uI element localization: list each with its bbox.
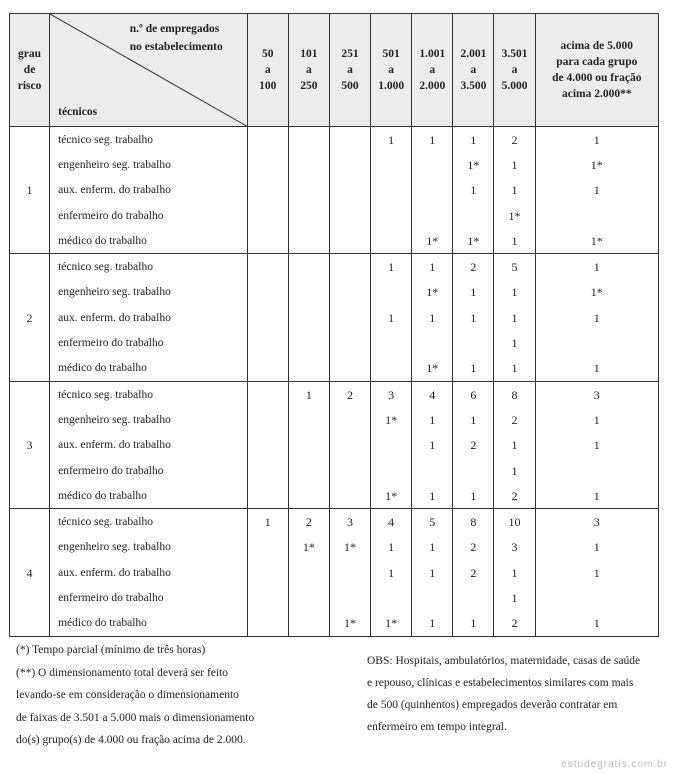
value-cell: 1 <box>412 407 453 432</box>
value-cell: 1* <box>329 611 370 637</box>
value-cell: 1 <box>535 254 658 280</box>
value-cell: 1 <box>453 611 494 637</box>
technician-label: enfermeiro do trabalho <box>50 585 248 610</box>
risk-grade-cell: 3 <box>10 381 50 508</box>
value-cell: 1 <box>494 330 535 355</box>
technician-label: enfermeiro do trabalho <box>50 330 248 355</box>
value-cell: 1 <box>412 127 453 153</box>
value-cell: 1 <box>453 305 494 330</box>
value-cell <box>288 203 329 228</box>
value-cell <box>247 535 288 560</box>
table-row <box>10 560 659 585</box>
value-cell: 1 <box>494 280 535 305</box>
table-row <box>10 407 659 432</box>
risk-grade-cell: 1 <box>10 127 50 254</box>
value-cell <box>453 203 494 228</box>
value-cell: 1 <box>453 483 494 509</box>
table-row <box>10 152 659 177</box>
value-cell: 1 <box>412 560 453 585</box>
value-cell <box>288 560 329 585</box>
technician-label: aux. enferm. do trabalho <box>50 178 248 203</box>
table-row <box>10 483 659 509</box>
value-cell: 1 <box>494 356 535 382</box>
value-cell <box>412 152 453 177</box>
technician-label: médico do trabalho <box>50 228 248 254</box>
value-cell <box>535 458 658 483</box>
col-header-3501-5000: 3.501 a 5.000 <box>494 14 535 127</box>
value-cell <box>371 458 412 483</box>
value-cell: 1 <box>453 407 494 432</box>
value-cell: 1 <box>535 407 658 432</box>
obs-line: de 500 (quinhentos) empregados deverão contratar em <box>367 699 618 711</box>
value-cell <box>329 228 370 254</box>
technician-label: médico do trabalho <box>50 483 248 509</box>
table-body <box>10 127 659 637</box>
value-cell <box>247 127 288 153</box>
value-cell: 1* <box>371 483 412 509</box>
watermark: estudegratis.com.br <box>561 759 668 770</box>
table-row <box>10 330 659 355</box>
footnotes <box>16 639 346 752</box>
value-cell: 1 <box>535 483 658 509</box>
value-cell: 2 <box>494 483 535 509</box>
obs-line: enfermeiro em tempo integral. <box>367 721 507 733</box>
value-cell <box>535 203 658 228</box>
value-cell: 4 <box>412 381 453 407</box>
value-cell: 1 <box>453 178 494 203</box>
value-cell: 3 <box>371 381 412 407</box>
table-row <box>10 127 659 153</box>
technician-label: engenheiro seg. trabalho <box>50 152 248 177</box>
col-header-50-100: 50 a 100 <box>247 14 288 127</box>
value-cell <box>371 152 412 177</box>
value-cell: 1* <box>288 535 329 560</box>
col-header-251-500: 251 a 500 <box>329 14 370 127</box>
footnote-line: do(s) grupo(s) de 4.000 ou fração acima de 2.000. <box>16 734 246 746</box>
value-cell: 1 <box>453 356 494 382</box>
value-cell: 1 <box>535 433 658 458</box>
value-cell: 3 <box>329 509 370 535</box>
value-cell <box>329 127 370 153</box>
value-cell: 1 <box>494 152 535 177</box>
value-cell: 3 <box>535 509 658 535</box>
value-cell: 1* <box>453 228 494 254</box>
technician-label: engenheiro seg. trabalho <box>50 407 248 432</box>
technician-label: técnico seg. trabalho <box>50 509 248 535</box>
value-cell: 1 <box>412 305 453 330</box>
value-cell <box>453 585 494 610</box>
value-cell <box>288 152 329 177</box>
value-cell: 1 <box>494 228 535 254</box>
value-cell <box>453 330 494 355</box>
risk-grade-cell: 2 <box>10 254 50 381</box>
diagonal-header <box>50 14 248 127</box>
value-cell: 1* <box>535 280 658 305</box>
table-row <box>10 254 659 280</box>
value-cell <box>371 585 412 610</box>
technician-label: engenheiro seg. trabalho <box>50 535 248 560</box>
value-cell: 1* <box>535 152 658 177</box>
staffing-table-container <box>9 13 659 637</box>
value-cell: 8 <box>494 381 535 407</box>
value-cell <box>329 560 370 585</box>
technician-label: engenheiro seg. trabalho <box>50 280 248 305</box>
value-cell: 1* <box>412 280 453 305</box>
table-row <box>10 433 659 458</box>
value-cell <box>247 560 288 585</box>
value-cell: 1 <box>535 560 658 585</box>
value-cell <box>247 203 288 228</box>
value-cell: 8 <box>453 509 494 535</box>
value-cell <box>329 330 370 355</box>
value-cell: 6 <box>453 381 494 407</box>
value-cell <box>288 178 329 203</box>
value-cell <box>247 280 288 305</box>
value-cell <box>329 254 370 280</box>
value-cell: 1 <box>247 509 288 535</box>
table-row <box>10 203 659 228</box>
col-header-501-1000: 501 a 1.000 <box>371 14 412 127</box>
value-cell <box>247 356 288 382</box>
value-cell: 1 <box>412 433 453 458</box>
value-cell: 1* <box>371 407 412 432</box>
value-cell: 2 <box>329 381 370 407</box>
col-header-101-250: 101 a 250 <box>288 14 329 127</box>
value-cell <box>371 280 412 305</box>
value-cell: 1* <box>412 356 453 382</box>
value-cell <box>288 433 329 458</box>
value-cell: 2 <box>453 433 494 458</box>
value-cell <box>535 585 658 610</box>
value-cell <box>288 280 329 305</box>
value-cell: 1 <box>535 535 658 560</box>
table-row <box>10 535 659 560</box>
table-row <box>10 228 659 254</box>
technician-label: médico do trabalho <box>50 611 248 637</box>
table-row <box>10 611 659 637</box>
value-cell <box>288 330 329 355</box>
technician-label: técnico seg. trabalho <box>50 254 248 280</box>
value-cell: 1 <box>494 458 535 483</box>
value-cell: 1 <box>494 433 535 458</box>
value-cell <box>288 483 329 509</box>
technician-label: aux. enferm. do trabalho <box>50 305 248 330</box>
value-cell <box>288 127 329 153</box>
value-cell: 1* <box>535 228 658 254</box>
value-cell <box>247 381 288 407</box>
value-cell <box>247 458 288 483</box>
value-cell: 1 <box>494 585 535 610</box>
value-cell: 1 <box>494 560 535 585</box>
value-cell <box>453 458 494 483</box>
value-cell <box>412 330 453 355</box>
footnote-line: levando-se em consideração o dimensionamento <box>16 689 239 701</box>
value-cell <box>329 407 370 432</box>
value-cell <box>247 585 288 610</box>
value-cell <box>371 228 412 254</box>
value-cell <box>329 280 370 305</box>
value-cell <box>288 611 329 637</box>
value-cell: 1 <box>453 280 494 305</box>
technician-label: aux. enferm. do trabalho <box>50 560 248 585</box>
technician-label: enfermeiro do trabalho <box>50 203 248 228</box>
value-cell <box>329 152 370 177</box>
value-cell: 2 <box>494 611 535 637</box>
value-cell <box>329 203 370 228</box>
table-row <box>10 458 659 483</box>
value-cell <box>288 254 329 280</box>
value-cell: 4 <box>371 509 412 535</box>
value-cell <box>412 178 453 203</box>
value-cell: 1 <box>535 178 658 203</box>
footnote-line: de faixas de 3.501 a 5.000 mais o dimensionamento <box>16 711 255 724</box>
footnote-line: (*) Tempo parcial (mínimo de três horas) <box>16 644 206 656</box>
value-cell <box>412 585 453 610</box>
value-cell: 1 <box>535 356 658 382</box>
value-cell: 1 <box>371 560 412 585</box>
table-row <box>10 305 659 330</box>
value-cell: 1 <box>494 178 535 203</box>
value-cell: 2 <box>453 254 494 280</box>
col-header-above-5000: acima de 5.000 para cada grupo de 4.000 ou fração acima 2.000** <box>535 14 658 127</box>
value-cell: 10 <box>494 509 535 535</box>
value-cell <box>247 330 288 355</box>
value-cell <box>329 305 370 330</box>
col-header-1001-2000: 1.001 a 2.000 <box>412 14 453 127</box>
value-cell: 1 <box>535 611 658 637</box>
value-cell <box>288 228 329 254</box>
value-cell <box>371 433 412 458</box>
obs-line: e repouso, clínicas e estabelecimentos similares com mais <box>367 677 634 689</box>
value-cell <box>247 407 288 432</box>
value-cell <box>371 356 412 382</box>
value-cell <box>371 330 412 355</box>
value-cell <box>329 483 370 509</box>
value-cell: 3 <box>535 381 658 407</box>
value-cell <box>288 585 329 610</box>
value-cell <box>329 178 370 203</box>
table-row <box>10 509 659 535</box>
value-cell <box>247 611 288 637</box>
value-cell: 2 <box>453 560 494 585</box>
value-cell: 1 <box>412 483 453 509</box>
table-row <box>10 356 659 382</box>
grau-header: grau de risco <box>10 14 50 127</box>
col-header-2001-3500: 2.001 a 3.500 <box>453 14 494 127</box>
technician-label: médico do trabalho <box>50 356 248 382</box>
value-cell: 1* <box>329 535 370 560</box>
value-cell: 5 <box>412 509 453 535</box>
value-cell: 5 <box>494 254 535 280</box>
value-cell <box>247 228 288 254</box>
value-cell <box>329 433 370 458</box>
value-cell <box>288 407 329 432</box>
employee-count-label: n.º de empregados no estabelecimento <box>129 23 223 53</box>
value-cell <box>247 483 288 509</box>
value-cell: 1 <box>371 127 412 153</box>
value-cell <box>329 458 370 483</box>
staffing-table <box>9 13 659 637</box>
value-cell <box>371 178 412 203</box>
value-cell: 2 <box>494 407 535 432</box>
value-cell <box>535 330 658 355</box>
value-cell <box>288 305 329 330</box>
footnote-line: (**) O dimensionamento total deverá ser feito <box>16 666 229 679</box>
value-cell <box>288 356 329 382</box>
value-cell <box>247 254 288 280</box>
technician-label: enfermeiro do trabalho <box>50 458 248 483</box>
technician-label: aux. enferm. do trabalho <box>50 433 248 458</box>
value-cell: 2 <box>494 127 535 153</box>
value-cell <box>329 585 370 610</box>
value-cell: 1 <box>535 127 658 153</box>
value-cell: 1 <box>288 381 329 407</box>
value-cell: 1* <box>412 228 453 254</box>
header-row <box>10 14 659 127</box>
obs-note <box>367 650 667 738</box>
value-cell: 1 <box>371 254 412 280</box>
value-cell: 2 <box>453 535 494 560</box>
table-row <box>10 585 659 610</box>
value-cell: 3 <box>494 535 535 560</box>
obs-line: OBS: Hospitais, ambulatórios, maternidade, casas de saúde <box>367 655 641 667</box>
value-cell <box>412 458 453 483</box>
table-row <box>10 178 659 203</box>
value-cell: 1* <box>494 203 535 228</box>
value-cell <box>371 203 412 228</box>
value-cell: 1* <box>453 152 494 177</box>
value-cell: 2 <box>288 509 329 535</box>
technicians-label: técnicos <box>58 106 98 118</box>
value-cell: 1* <box>371 611 412 637</box>
technician-label: técnico seg. trabalho <box>50 127 248 153</box>
value-cell: 1 <box>371 535 412 560</box>
value-cell: 1 <box>412 535 453 560</box>
value-cell: 1 <box>412 611 453 637</box>
value-cell <box>329 356 370 382</box>
value-cell: 1 <box>494 305 535 330</box>
value-cell <box>288 458 329 483</box>
value-cell: 1 <box>453 127 494 153</box>
value-cell <box>412 203 453 228</box>
value-cell <box>247 178 288 203</box>
technician-label: técnico seg. trabalho <box>50 381 248 407</box>
risk-grade-cell: 4 <box>10 509 50 636</box>
value-cell: 1 <box>371 305 412 330</box>
table-row <box>10 381 659 407</box>
table-row <box>10 280 659 305</box>
value-cell <box>247 152 288 177</box>
value-cell <box>247 305 288 330</box>
value-cell <box>247 433 288 458</box>
value-cell: 1 <box>535 305 658 330</box>
value-cell: 1 <box>412 254 453 280</box>
